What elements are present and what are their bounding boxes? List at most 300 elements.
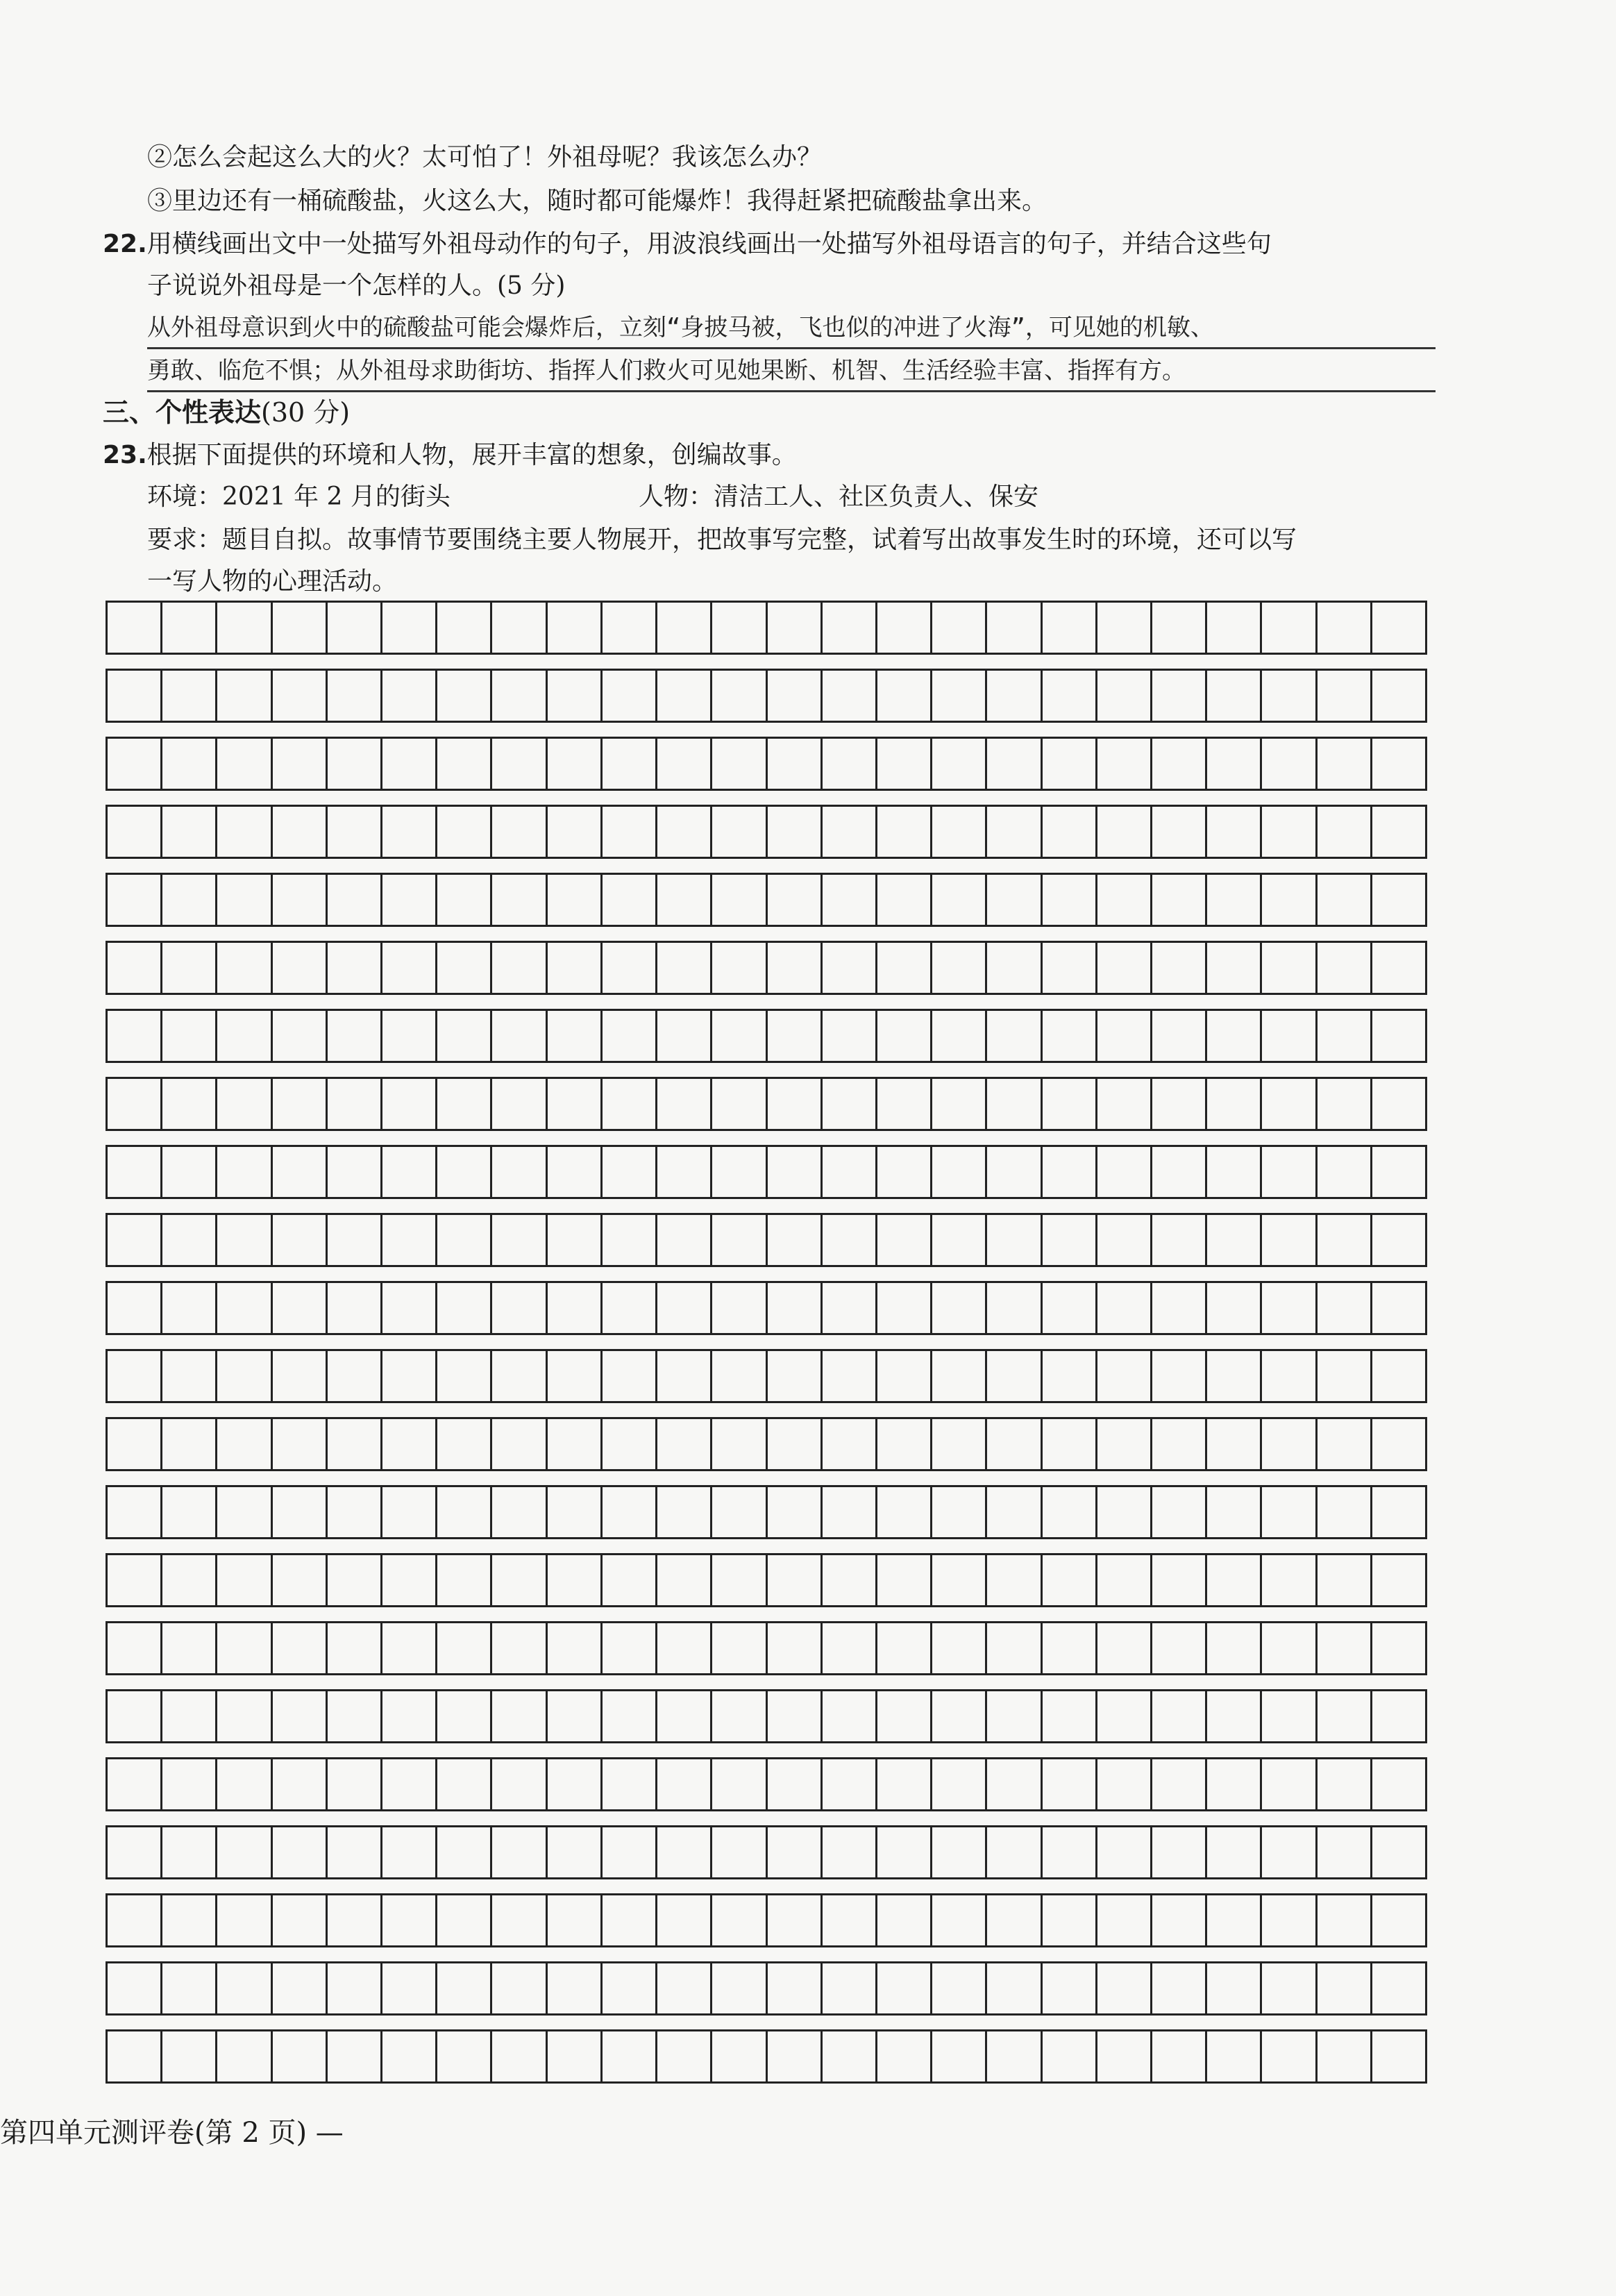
grid-cell[interactable] [382, 1011, 437, 1063]
grid-cell[interactable] [1262, 875, 1317, 927]
grid-cell[interactable] [877, 1147, 932, 1199]
grid-cell[interactable] [217, 1215, 272, 1267]
grid-cell[interactable] [768, 1011, 823, 1063]
grid-cell[interactable] [987, 1215, 1042, 1267]
grid-cell[interactable] [1318, 1283, 1372, 1335]
grid-cell[interactable] [823, 875, 877, 927]
grid-cell[interactable] [548, 1147, 603, 1199]
grid-cell[interactable] [603, 2031, 657, 2084]
grid-cell[interactable] [1262, 1487, 1317, 1539]
grid-cell[interactable] [1318, 1555, 1372, 1607]
grid-cell[interactable] [108, 1623, 162, 1675]
grid-cell[interactable] [1262, 1623, 1317, 1675]
grid-cell[interactable] [1152, 1215, 1207, 1267]
grid-cell[interactable] [492, 1963, 547, 2016]
grid-cell[interactable] [657, 671, 712, 723]
grid-cell[interactable] [1207, 739, 1262, 791]
grid-cell[interactable] [548, 1011, 603, 1063]
grid-cell[interactable] [273, 1487, 328, 1539]
grid-cell[interactable] [603, 603, 657, 655]
grid-cell[interactable] [492, 1419, 547, 1471]
grid-cell[interactable] [657, 875, 712, 927]
grid-cell[interactable] [768, 943, 823, 995]
grid-cell[interactable] [877, 943, 932, 995]
grid-cell[interactable] [1043, 739, 1097, 791]
grid-cell[interactable] [987, 1011, 1042, 1063]
grid-cell[interactable] [273, 1963, 328, 2016]
grid-cell[interactable] [1262, 1079, 1317, 1131]
grid-cell[interactable] [1207, 943, 1262, 995]
grid-cell[interactable] [492, 1079, 547, 1131]
grid-cell[interactable] [712, 1147, 767, 1199]
grid-cell[interactable] [1318, 1079, 1372, 1131]
grid-cell[interactable] [877, 1283, 932, 1335]
grid-cell[interactable] [273, 1215, 328, 1267]
grid-cell[interactable] [328, 1283, 382, 1335]
grid-cell[interactable] [1318, 739, 1372, 791]
grid-cell[interactable] [932, 1283, 987, 1335]
grid-cell[interactable] [328, 875, 382, 927]
grid-cell[interactable] [1207, 1827, 1262, 1879]
grid-cell[interactable] [1097, 2031, 1152, 2084]
grid-cell[interactable] [712, 671, 767, 723]
grid-cell[interactable] [1207, 1895, 1262, 1947]
grid-cell[interactable] [273, 671, 328, 723]
grid-cell[interactable] [217, 1691, 272, 1743]
grid-cell[interactable] [603, 1895, 657, 1947]
grid-cell[interactable] [987, 671, 1042, 723]
grid-cell[interactable] [932, 2031, 987, 2084]
grid-cell[interactable] [273, 1623, 328, 1675]
grid-cell[interactable] [1152, 1691, 1207, 1743]
grid-cell[interactable] [108, 739, 162, 791]
grid-cell[interactable] [108, 1827, 162, 1879]
grid-cell[interactable] [1152, 2031, 1207, 2084]
grid-cell[interactable] [877, 807, 932, 859]
grid-cell[interactable] [987, 875, 1042, 927]
grid-cell[interactable] [382, 807, 437, 859]
grid-cell[interactable] [823, 1895, 877, 1947]
grid-cell[interactable] [1262, 1419, 1317, 1471]
grid-cell[interactable] [382, 739, 437, 791]
grid-cell[interactable] [712, 875, 767, 927]
grid-cell[interactable] [162, 1963, 217, 2016]
grid-cell[interactable] [162, 1215, 217, 1267]
grid-cell[interactable] [657, 603, 712, 655]
grid-cell[interactable] [1207, 1215, 1262, 1267]
grid-cell[interactable] [932, 1963, 987, 2016]
grid-cell[interactable] [1207, 875, 1262, 927]
grid-cell[interactable] [1372, 1759, 1427, 1811]
grid-cell[interactable] [1207, 1623, 1262, 1675]
grid-cell[interactable] [328, 739, 382, 791]
grid-cell[interactable] [768, 1487, 823, 1539]
grid-cell[interactable] [217, 671, 272, 723]
grid-cell[interactable] [382, 1623, 437, 1675]
grid-cell[interactable] [1152, 1895, 1207, 1947]
grid-cell[interactable] [162, 1419, 217, 1471]
grid-cell[interactable] [1207, 1147, 1262, 1199]
grid-cell[interactable] [768, 2031, 823, 2084]
grid-cell[interactable] [108, 603, 162, 655]
grid-cell[interactable] [108, 1963, 162, 2016]
grid-cell[interactable] [1097, 1963, 1152, 2016]
grid-cell[interactable] [987, 1895, 1042, 1947]
grid-cell[interactable] [1152, 1555, 1207, 1607]
grid-cell[interactable] [492, 1011, 547, 1063]
grid-cell[interactable] [1262, 1759, 1317, 1811]
grid-cell[interactable] [548, 875, 603, 927]
grid-cell[interactable] [217, 1895, 272, 1947]
grid-cell[interactable] [1318, 1419, 1372, 1471]
grid-cell[interactable] [548, 1079, 603, 1131]
grid-cell[interactable] [382, 1555, 437, 1607]
grid-cell[interactable] [768, 1283, 823, 1335]
grid-cell[interactable] [1043, 2031, 1097, 2084]
grid-cell[interactable] [1372, 1623, 1427, 1675]
grid-cell[interactable] [437, 1079, 492, 1131]
grid-cell[interactable] [492, 603, 547, 655]
grid-cell[interactable] [987, 1419, 1042, 1471]
grid-cell[interactable] [1043, 1419, 1097, 1471]
grid-cell[interactable] [1262, 1011, 1317, 1063]
grid-cell[interactable] [548, 943, 603, 995]
grid-cell[interactable] [712, 2031, 767, 2084]
grid-cell[interactable] [437, 1623, 492, 1675]
grid-cell[interactable] [1318, 1691, 1372, 1743]
grid-cell[interactable] [382, 875, 437, 927]
grid-cell[interactable] [1207, 1555, 1262, 1607]
grid-cell[interactable] [987, 1487, 1042, 1539]
grid-cell[interactable] [217, 1555, 272, 1607]
grid-cell[interactable] [1207, 1283, 1262, 1335]
grid-cell[interactable] [1043, 1351, 1097, 1403]
grid-cell[interactable] [987, 1147, 1042, 1199]
grid-cell[interactable] [603, 875, 657, 927]
grid-cell[interactable] [162, 1555, 217, 1607]
grid-cell[interactable] [492, 1895, 547, 1947]
grid-cell[interactable] [987, 739, 1042, 791]
grid-cell[interactable] [1097, 1079, 1152, 1131]
grid-cell[interactable] [657, 1283, 712, 1335]
grid-cell[interactable] [768, 1419, 823, 1471]
grid-cell[interactable] [217, 1827, 272, 1879]
grid-cell[interactable] [823, 1827, 877, 1879]
grid-cell[interactable] [382, 1419, 437, 1471]
grid-cell[interactable] [1262, 807, 1317, 859]
grid-cell[interactable] [1372, 671, 1427, 723]
grid-cell[interactable] [768, 1827, 823, 1879]
grid-cell[interactable] [1043, 1895, 1097, 1947]
grid-cell[interactable] [162, 1487, 217, 1539]
grid-cell[interactable] [328, 1555, 382, 1607]
grid-cell[interactable] [768, 1623, 823, 1675]
grid-cell[interactable] [492, 1691, 547, 1743]
grid-cell[interactable] [437, 1691, 492, 1743]
writing-grid[interactable] [106, 601, 1427, 2097]
grid-cell[interactable] [1318, 807, 1372, 859]
grid-cell[interactable] [1318, 875, 1372, 927]
grid-cell[interactable] [108, 1079, 162, 1131]
grid-cell[interactable] [492, 1147, 547, 1199]
grid-cell[interactable] [823, 1759, 877, 1811]
grid-cell[interactable] [823, 1147, 877, 1199]
grid-cell[interactable] [823, 739, 877, 791]
grid-cell[interactable] [108, 943, 162, 995]
grid-cell[interactable] [273, 1759, 328, 1811]
grid-cell[interactable] [1152, 1419, 1207, 1471]
grid-cell[interactable] [1262, 1351, 1317, 1403]
grid-cell[interactable] [273, 603, 328, 655]
grid-cell[interactable] [108, 1691, 162, 1743]
grid-cell[interactable] [217, 1351, 272, 1403]
grid-cell[interactable] [1262, 1963, 1317, 2016]
grid-cell[interactable] [492, 1827, 547, 1879]
grid-cell[interactable] [437, 1487, 492, 1539]
grid-cell[interactable] [217, 1079, 272, 1131]
grid-cell[interactable] [712, 1215, 767, 1267]
grid-cell[interactable] [987, 1351, 1042, 1403]
grid-cell[interactable] [1152, 1147, 1207, 1199]
grid-cell[interactable] [1043, 1691, 1097, 1743]
grid-cell[interactable] [1207, 2031, 1262, 2084]
grid-cell[interactable] [712, 1759, 767, 1811]
grid-cell[interactable] [1318, 1215, 1372, 1267]
grid-cell[interactable] [712, 1487, 767, 1539]
grid-cell[interactable] [328, 1691, 382, 1743]
grid-cell[interactable] [877, 1011, 932, 1063]
grid-cell[interactable] [657, 1487, 712, 1539]
grid-cell[interactable] [877, 1691, 932, 1743]
grid-cell[interactable] [1043, 1555, 1097, 1607]
grid-cell[interactable] [273, 739, 328, 791]
grid-cell[interactable] [1262, 1555, 1317, 1607]
grid-cell[interactable] [932, 603, 987, 655]
grid-cell[interactable] [1152, 1759, 1207, 1811]
grid-cell[interactable] [712, 603, 767, 655]
grid-cell[interactable] [548, 807, 603, 859]
grid-cell[interactable] [823, 1623, 877, 1675]
grid-cell[interactable] [877, 1555, 932, 1607]
grid-cell[interactable] [328, 1827, 382, 1879]
grid-cell[interactable] [492, 1759, 547, 1811]
grid-cell[interactable] [932, 1215, 987, 1267]
grid-cell[interactable] [1318, 1147, 1372, 1199]
grid-cell[interactable] [932, 1691, 987, 1743]
grid-cell[interactable] [548, 1283, 603, 1335]
grid-cell[interactable] [1262, 1147, 1317, 1199]
grid-cell[interactable] [217, 807, 272, 859]
grid-cell[interactable] [382, 1827, 437, 1879]
grid-cell[interactable] [987, 1759, 1042, 1811]
grid-cell[interactable] [1372, 807, 1427, 859]
grid-cell[interactable] [657, 1555, 712, 1607]
grid-cell[interactable] [1097, 603, 1152, 655]
grid-cell[interactable] [1262, 1895, 1317, 1947]
grid-cell[interactable] [1262, 739, 1317, 791]
grid-cell[interactable] [768, 1963, 823, 2016]
grid-cell[interactable] [603, 1623, 657, 1675]
grid-cell[interactable] [823, 1419, 877, 1471]
grid-cell[interactable] [932, 807, 987, 859]
grid-cell[interactable] [437, 1895, 492, 1947]
grid-cell[interactable] [162, 807, 217, 859]
grid-cell[interactable] [162, 1351, 217, 1403]
grid-cell[interactable] [548, 739, 603, 791]
grid-cell[interactable] [108, 671, 162, 723]
grid-cell[interactable] [437, 1555, 492, 1607]
grid-cell[interactable] [603, 1419, 657, 1471]
grid-cell[interactable] [217, 739, 272, 791]
grid-cell[interactable] [712, 1011, 767, 1063]
grid-cell[interactable] [932, 671, 987, 723]
grid-cell[interactable] [1372, 1963, 1427, 2016]
grid-cell[interactable] [328, 2031, 382, 2084]
grid-cell[interactable] [603, 1827, 657, 1879]
grid-cell[interactable] [328, 1963, 382, 2016]
grid-cell[interactable] [1318, 1759, 1372, 1811]
grid-cell[interactable] [823, 1351, 877, 1403]
grid-cell[interactable] [657, 1351, 712, 1403]
grid-cell[interactable] [1262, 2031, 1317, 2084]
grid-cell[interactable] [712, 1827, 767, 1879]
grid-cell[interactable] [768, 1079, 823, 1131]
grid-cell[interactable] [1318, 1827, 1372, 1879]
grid-cell[interactable] [108, 875, 162, 927]
grid-cell[interactable] [657, 739, 712, 791]
grid-cell[interactable] [1097, 1351, 1152, 1403]
grid-cell[interactable] [382, 1963, 437, 2016]
grid-cell[interactable] [823, 807, 877, 859]
grid-cell[interactable] [712, 1079, 767, 1131]
grid-cell[interactable] [1318, 943, 1372, 995]
grid-cell[interactable] [492, 1555, 547, 1607]
grid-cell[interactable] [712, 807, 767, 859]
grid-cell[interactable] [548, 1827, 603, 1879]
grid-cell[interactable] [932, 1011, 987, 1063]
grid-cell[interactable] [492, 1351, 547, 1403]
grid-cell[interactable] [712, 1623, 767, 1675]
grid-cell[interactable] [1318, 1487, 1372, 1539]
grid-cell[interactable] [108, 1147, 162, 1199]
grid-cell[interactable] [823, 1011, 877, 1063]
grid-cell[interactable] [548, 603, 603, 655]
grid-cell[interactable] [108, 1759, 162, 1811]
grid-cell[interactable] [1097, 1215, 1152, 1267]
grid-cell[interactable] [1097, 1895, 1152, 1947]
grid-cell[interactable] [1318, 1351, 1372, 1403]
grid-cell[interactable] [437, 739, 492, 791]
grid-cell[interactable] [712, 1895, 767, 1947]
grid-cell[interactable] [437, 1351, 492, 1403]
grid-cell[interactable] [823, 603, 877, 655]
grid-cell[interactable] [1097, 1011, 1152, 1063]
grid-cell[interactable] [1262, 1283, 1317, 1335]
grid-cell[interactable] [987, 1283, 1042, 1335]
grid-cell[interactable] [437, 2031, 492, 2084]
grid-cell[interactable] [1152, 1623, 1207, 1675]
grid-cell[interactable] [1097, 875, 1152, 927]
grid-cell[interactable] [548, 1759, 603, 1811]
grid-cell[interactable] [712, 1419, 767, 1471]
grid-cell[interactable] [987, 807, 1042, 859]
grid-cell[interactable] [437, 1011, 492, 1063]
grid-cell[interactable] [1097, 739, 1152, 791]
grid-cell[interactable] [273, 1895, 328, 1947]
grid-cell[interactable] [823, 1691, 877, 1743]
grid-cell[interactable] [1097, 671, 1152, 723]
grid-cell[interactable] [657, 1895, 712, 1947]
grid-cell[interactable] [437, 671, 492, 723]
grid-cell[interactable] [877, 1419, 932, 1471]
grid-cell[interactable] [1097, 1827, 1152, 1879]
grid-cell[interactable] [162, 875, 217, 927]
grid-cell[interactable] [603, 943, 657, 995]
grid-cell[interactable] [932, 875, 987, 927]
grid-cell[interactable] [108, 1419, 162, 1471]
grid-cell[interactable] [712, 1963, 767, 2016]
grid-cell[interactable] [877, 1759, 932, 1811]
grid-cell[interactable] [217, 1011, 272, 1063]
grid-cell[interactable] [657, 1079, 712, 1131]
grid-cell[interactable] [1043, 1487, 1097, 1539]
grid-cell[interactable] [987, 1555, 1042, 1607]
grid-cell[interactable] [492, 943, 547, 995]
grid-cell[interactable] [603, 671, 657, 723]
grid-cell[interactable] [328, 1215, 382, 1267]
grid-cell[interactable] [273, 1691, 328, 1743]
grid-cell[interactable] [823, 1215, 877, 1267]
grid-cell[interactable] [932, 739, 987, 791]
grid-cell[interactable] [712, 1555, 767, 1607]
grid-cell[interactable] [987, 1691, 1042, 1743]
grid-cell[interactable] [162, 1827, 217, 1879]
grid-cell[interactable] [932, 1623, 987, 1675]
grid-cell[interactable] [437, 875, 492, 927]
grid-cell[interactable] [1372, 1351, 1427, 1403]
grid-cell[interactable] [273, 1079, 328, 1131]
grid-cell[interactable] [1372, 1895, 1427, 1947]
grid-cell[interactable] [162, 739, 217, 791]
grid-cell[interactable] [1043, 1011, 1097, 1063]
grid-cell[interactable] [1207, 1351, 1262, 1403]
grid-cell[interactable] [382, 671, 437, 723]
grid-cell[interactable] [1372, 1011, 1427, 1063]
grid-cell[interactable] [1152, 739, 1207, 791]
grid-cell[interactable] [108, 1351, 162, 1403]
grid-cell[interactable] [1318, 2031, 1372, 2084]
grid-cell[interactable] [987, 1623, 1042, 1675]
grid-cell[interactable] [877, 1963, 932, 2016]
grid-cell[interactable] [657, 1691, 712, 1743]
grid-cell[interactable] [492, 807, 547, 859]
grid-cell[interactable] [273, 1351, 328, 1403]
grid-cell[interactable] [932, 1827, 987, 1879]
grid-cell[interactable] [1262, 603, 1317, 655]
grid-cell[interactable] [1372, 1691, 1427, 1743]
grid-cell[interactable] [492, 875, 547, 927]
grid-cell[interactable] [328, 603, 382, 655]
grid-cell[interactable] [657, 1215, 712, 1267]
grid-cell[interactable] [328, 1147, 382, 1199]
grid-cell[interactable] [1207, 807, 1262, 859]
grid-cell[interactable] [437, 1147, 492, 1199]
grid-cell[interactable] [1152, 1827, 1207, 1879]
grid-cell[interactable] [328, 1759, 382, 1811]
grid-cell[interactable] [768, 1351, 823, 1403]
grid-cell[interactable] [1043, 875, 1097, 927]
grid-cell[interactable] [1372, 875, 1427, 927]
